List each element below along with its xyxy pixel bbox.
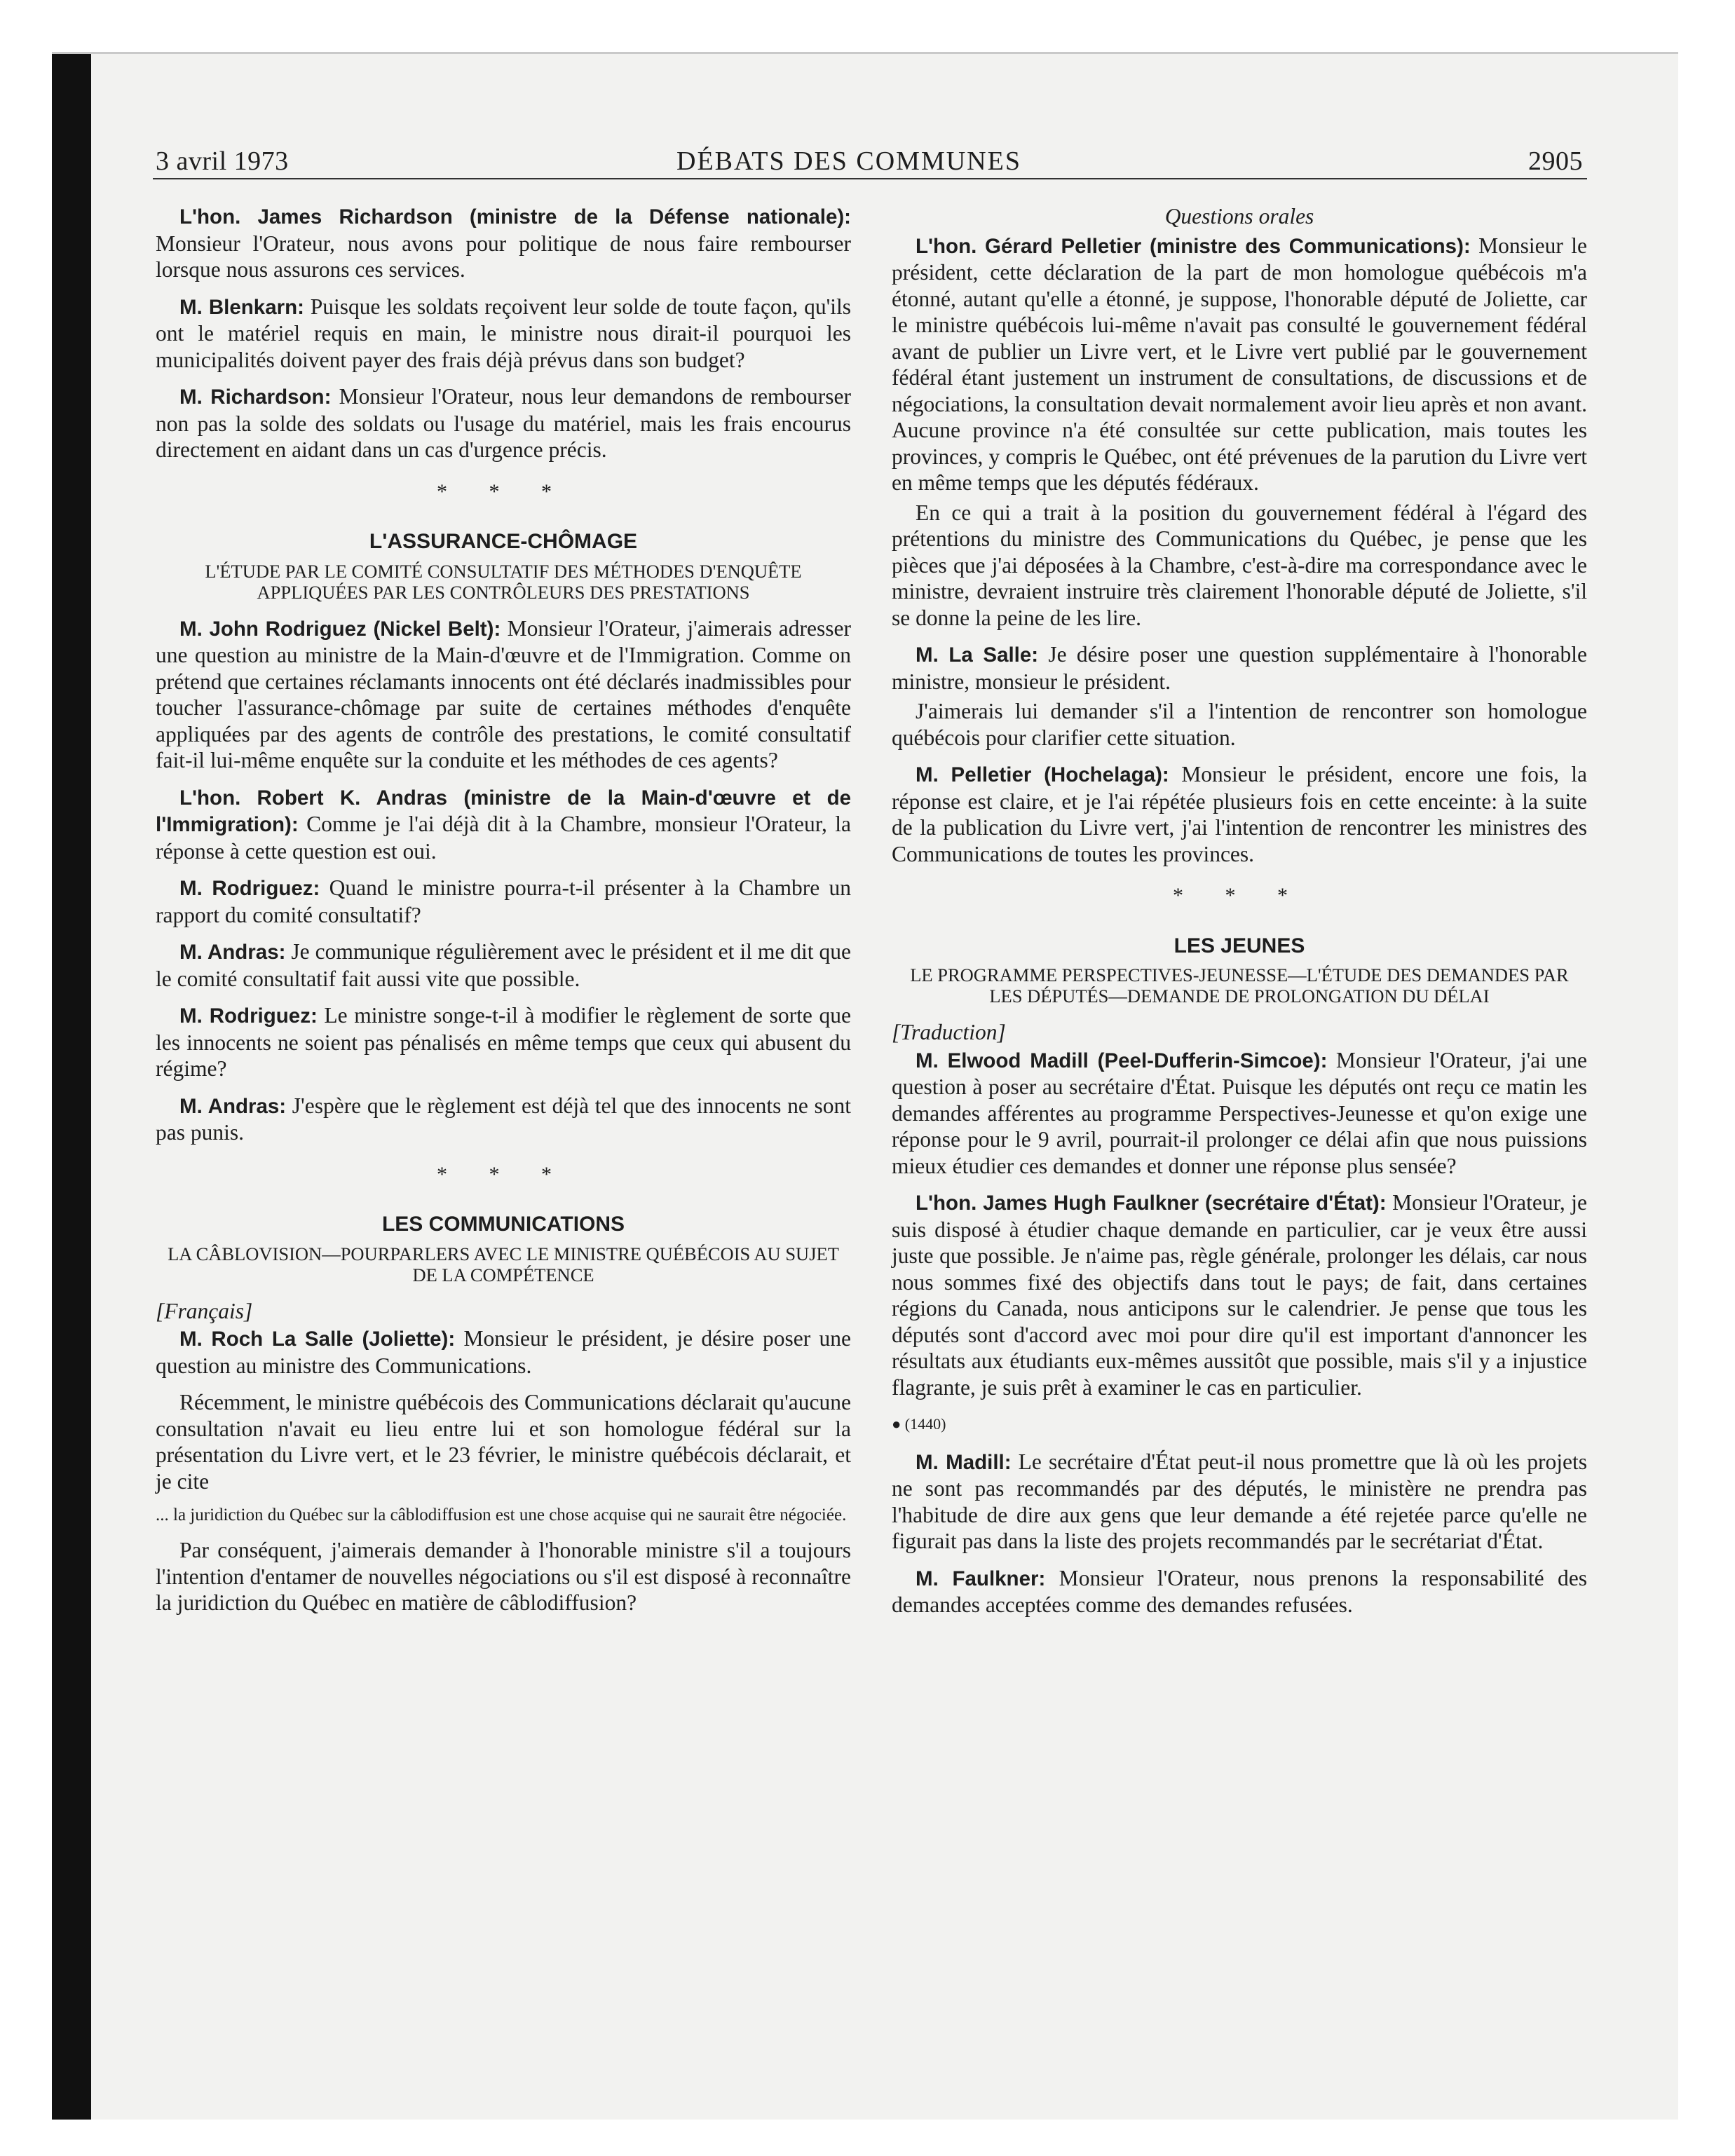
- speaker: M. Andras:: [179, 941, 286, 964]
- speech-text: J'espère que le règlement est déjà tel que des innocents ne sont pas punis.: [156, 1093, 851, 1145]
- section-title: LES JEUNES: [1173, 934, 1305, 957]
- paragraph: [156, 1093, 851, 1146]
- section-subtitle: L'ÉTUDE PAR LE COMITÉ CONSULTATIF DES MÉTHODES D'ENQUÊTE APPLIQUÉES PAR LES CONTRÔLEURS DES PRESTATIONS: [205, 560, 802, 603]
- speech-text: Monsieur l'Orateur, j'aimerais adresser une question au ministre de la Main-d'œuvre et de l'Immigration. Comme on prétend que certaines réclamants innocents ont été déclarés inadmissibles pour toucher l'assurance-chômage par suite de certaines méthodes d'enquête appliquées par des agents de contrôle des prestations, le comité consultatif fait-il lui-même enquête sur la conduite et les méthodes de ces agents?: [156, 615, 851, 772]
- paragraph: [892, 1565, 1587, 1618]
- header-page-number: 2905: [1528, 146, 1583, 176]
- paragraph: [156, 939, 851, 992]
- section-subtitle: LA CÂBLOVISION—POURPARLERS AVEC LE MINISTRE QUÉBÉCOIS AU SUJET DE LA COMPÉTENCE: [168, 1243, 839, 1285]
- paragraph: [892, 1189, 1587, 1400]
- speaker: M. La Salle:: [916, 643, 1039, 667]
- timestamp-marker: ● (1440): [892, 1415, 946, 1433]
- section-title: L'ASSURANCE-CHÔMAGE: [369, 530, 638, 553]
- paragraph: [156, 615, 851, 774]
- speech-text: Monsieur le président, encore une fois, la réponse est claire, et je l'ai répétée plusieurs fois en cette enceinte: à la suite de la publication du Livre vert, j'ai l'intention de rencontrer les ministres des Communications de toutes les provinces.: [892, 762, 1587, 866]
- paragraph: [156, 383, 851, 463]
- speaker: M. John Rodriguez (Nickel Belt):: [179, 617, 501, 641]
- paragraph: [156, 784, 851, 865]
- section-title: LES COMMUNICATIONS: [381, 1213, 625, 1236]
- scan-edge-bar: [52, 52, 91, 2120]
- speaker: M. Elwood Madill (Peel-Dufferin-Simcoe):: [916, 1049, 1328, 1072]
- speech-text: Monsieur l'Orateur, nous leur demandons de rembourser non pas la solde des soldats ou l'usage du matériel, mais les frais encourus directement en aidant dans un cas d'urgence précis.: [156, 384, 851, 462]
- speaker: L'hon. Robert K. Andras (ministre de la Main-d'œuvre et de l'Immigration):: [156, 786, 851, 836]
- speech-text: Je désire poser une question supplémentaire à l'honorable ministre, monsieur le président.: [892, 642, 1587, 694]
- header-rule: [153, 178, 1587, 179]
- block-quote: ... la juridiction du Québec sur la câblodiffusion est une chose acquise qui ne saurait être négociée.: [156, 1506, 847, 1524]
- speech-text: Je communique régulièrement avec le président et il me dit que le comité consultatif fait aussi vite que possible.: [156, 939, 851, 991]
- speaker: M. Andras:: [179, 1094, 287, 1118]
- header-title: DÉBATS DES COMMUNES: [676, 146, 1021, 176]
- speaker: L'hon. Gérard Pelletier (ministre des Communications):: [916, 234, 1471, 258]
- speech-text: Monsieur l'Orateur, nous prenons la responsabilité des demandes acceptées comme des demandes refusées.: [892, 1565, 1588, 1617]
- speech-text: Monsieur l'Orateur, nous avons pour politique de nous faire rembourser lorsque nous assurons ces services.: [156, 231, 851, 282]
- speaker: M. Blenkarn:: [179, 295, 304, 319]
- paragraph: [892, 641, 1587, 695]
- paragraph: [892, 233, 1587, 496]
- language-marker: [Traduction]: [892, 1020, 1006, 1044]
- speech-text: Monsieur l'Orateur, j'ai une question à poser au secrétaire d'État. Puisque les députés ont reçu ce matin les demandes afférentes au programme Perspectives-Jeunesse et qu'on exige une réponse pour le 9 avril, pourrait-il prolonger ce délai afin que nous puissions mieux étudier ces demandes et donner une réponse plus sensée?: [892, 1047, 1587, 1178]
- speaker: M. Roch La Salle (Joliette):: [179, 1328, 456, 1351]
- speaker: M. Richardson:: [179, 386, 332, 409]
- paragraph: [892, 1047, 1587, 1180]
- paragraph: [156, 875, 851, 928]
- speaker: M. Madill:: [916, 1450, 1012, 1474]
- running-head: Questions orales: [1164, 204, 1314, 228]
- speaker: M. Rodriguez:: [179, 877, 320, 900]
- section-subtitle: LE PROGRAMME PERSPECTIVES-JEUNESSE—L'ÉTUDE DES DEMANDES PAR LES DÉPUTÉS—DEMANDE DE PROLONGATION DU DÉLAI: [910, 964, 1569, 1007]
- speech-text: Monsieur le président, je désire poser une question au ministre des Communications.: [156, 1326, 851, 1378]
- speech-text: Le secrétaire d'État peut-il nous promettre que là où les projets ne sont pas recommandés par des députés, le ministère ne prendra pas l'habitude de dire aux gens que leur demande a été rejetée parce qu'elle ne figurait pas dans la liste des projets recommandés par le secrétariat d'État.: [892, 1449, 1587, 1553]
- speech-text: Puisque les soldats reçoivent leur solde de toute façon, qu'ils ont le matériel requis en main, le ministre nous dirait-il pourquoi les municipalités doivent payer des frais déjà prévus dans son budget?: [156, 294, 852, 372]
- left-column: [156, 203, 851, 1627]
- paragraph: [156, 1325, 851, 1379]
- section-separator: * * *: [437, 479, 570, 503]
- speaker: L'hon. James Richardson (ministre de la Défense nationale):: [179, 205, 851, 228]
- header-date: 3 avril 1973: [156, 146, 289, 176]
- paragraph: [892, 761, 1587, 867]
- paragraph: En ce qui a trait à la position du gouvernement fédéral à l'égard des prétentions du ministre des Communications du Québec, je pense que les pièces que j'ai déposées à la Chambre, c'est-à-dire ma correspondance avec le ministre, devraient instruire très clairement l'honorable député de Joliette, s'il se donne la peine de les lire.: [892, 500, 1587, 630]
- paragraph: J'aimerais lui demander s'il a l'intention de rencontrer son homologue québécois pour clarifier cette situation.: [892, 699, 1587, 750]
- paragraph: [156, 203, 851, 283]
- paragraph: Récemment, le ministre québécois des Communications déclarait qu'aucune consultation n'avait eu lieu entre lui et son homologue fédéral sur la présentation du Livre vert, et le 23 février, le ministre québécois déclarait, et je cite: [156, 1390, 851, 1494]
- speech-text: Quand le ministre pourra-t-il présenter à la Chambre un rapport du comité consultatif?: [156, 875, 851, 927]
- right-column: [892, 203, 1587, 1629]
- speech-text: Monsieur l'Orateur, je suis disposé à étudier chaque demande en particulier, car je veux être aussi juste que possible. Je n'aime pas, règle générale, prolonger les délais, car nous nous sommes fixé des objectifs dans tout le pays; de fait, dans certaines régions du Canada, nous anticipons sur le calendrier. Je pense que tous les députés sont d'accord avec moi pour dire qu'il est important d'annoncer les résultats aux étudiants eux-mêmes aussitôt que possible, mais s'il y a injustice flagrante, je suis prêt à examiner le cas en particulier.: [892, 1190, 1587, 1400]
- language-marker: [Français]: [156, 1298, 253, 1323]
- speech-text: Le ministre songe-t-il à modifier le règlement de sorte que les innocents ne soient pas pénalisés en même temps que ceux qui abusent du régime?: [156, 1003, 851, 1081]
- speech-text: Comme je l'ai déjà dit à la Chambre, monsieur l'Orateur, la réponse à cette question est oui.: [156, 812, 851, 864]
- speaker: M. Faulkner:: [916, 1567, 1046, 1590]
- speaker: M. Pelletier (Hochelaga):: [916, 763, 1169, 786]
- paragraph: [156, 1002, 851, 1082]
- paragraph: Par conséquent, j'aimerais demander à l'honorable ministre s'il a toujours l'intention d'entamer de nouvelles négociations ou s'il est disposé à reconnaître la juridiction du Québec en matière de câblodiffusion?: [156, 1538, 851, 1615]
- section-separator: * * *: [437, 1162, 570, 1186]
- section-separator: * * *: [1173, 884, 1306, 907]
- speaker: L'hon. James Hugh Faulkner (secrétaire d'État):: [916, 1192, 1387, 1215]
- paragraph: [892, 1449, 1587, 1555]
- paragraph: [156, 294, 851, 374]
- speaker: M. Rodriguez:: [179, 1004, 318, 1028]
- speech-text: Monsieur le président, cette déclaration de la part de mon homologue québécois m'a étonné, autant qu'elle a étonné, je suppose, l'honorable député de Joliette, car le ministre québécois lui-même n'avait pas consulté le gouvernement fédéral avant de publier un Livre vert, et le Livre vert publié par le gouvernement fédéral étant justement un instrument de consultations, de discussions et de négociations, la consultation devait normalement avoir lieu après et non avant. Aucune province n'a été consultée sur cette publication, mais toutes les provinces, y compris le Québec, ont été prévenues de la parution du Livre vert en même temps que les députés fédéraux.: [892, 233, 1587, 495]
